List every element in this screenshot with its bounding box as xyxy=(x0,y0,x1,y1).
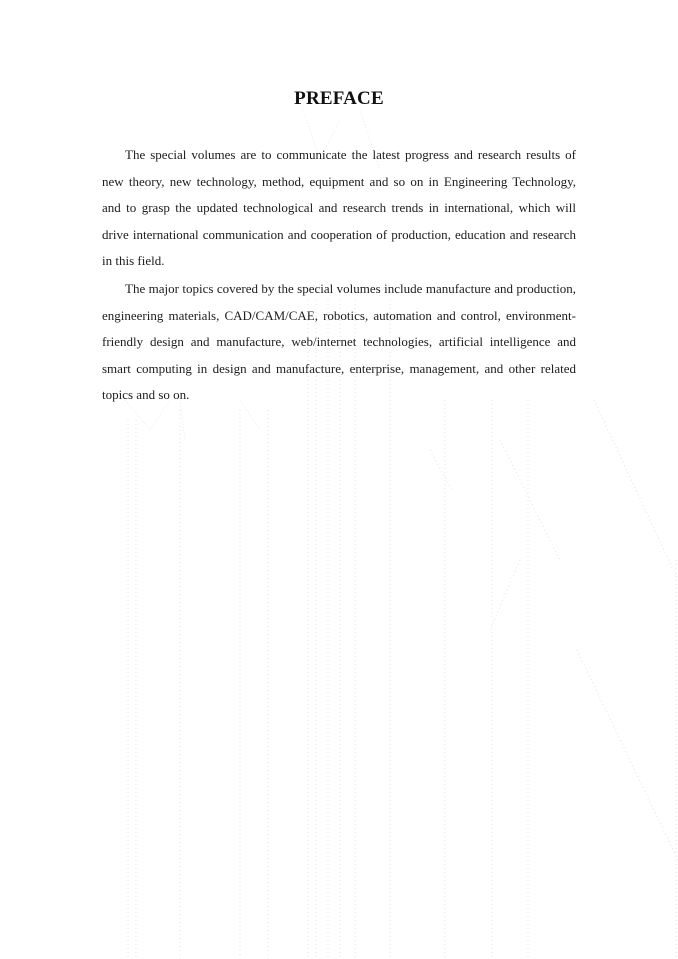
paragraph-intro: The special volumes are to communicate the latest progress and research results of new theory, new technology, method, equipment and so on in Engineering Technology, and to grasp the updated technological and research trends in international, which will drive international communication and cooperation of production, education and research in this field. xyxy=(102,147,576,269)
paragraph-topics: The major topics covered by the special volumes include manufacture and production, engineering materials, CAD/CAM/CAE, robotics, automation and control, environment-friendly design and manufacture, web/internet technologies, artificial intelligence and smart computing in design and manufacture, enterprise, management, and other related topics and so on. xyxy=(102,281,576,403)
page-title: PREFACE xyxy=(294,88,384,109)
